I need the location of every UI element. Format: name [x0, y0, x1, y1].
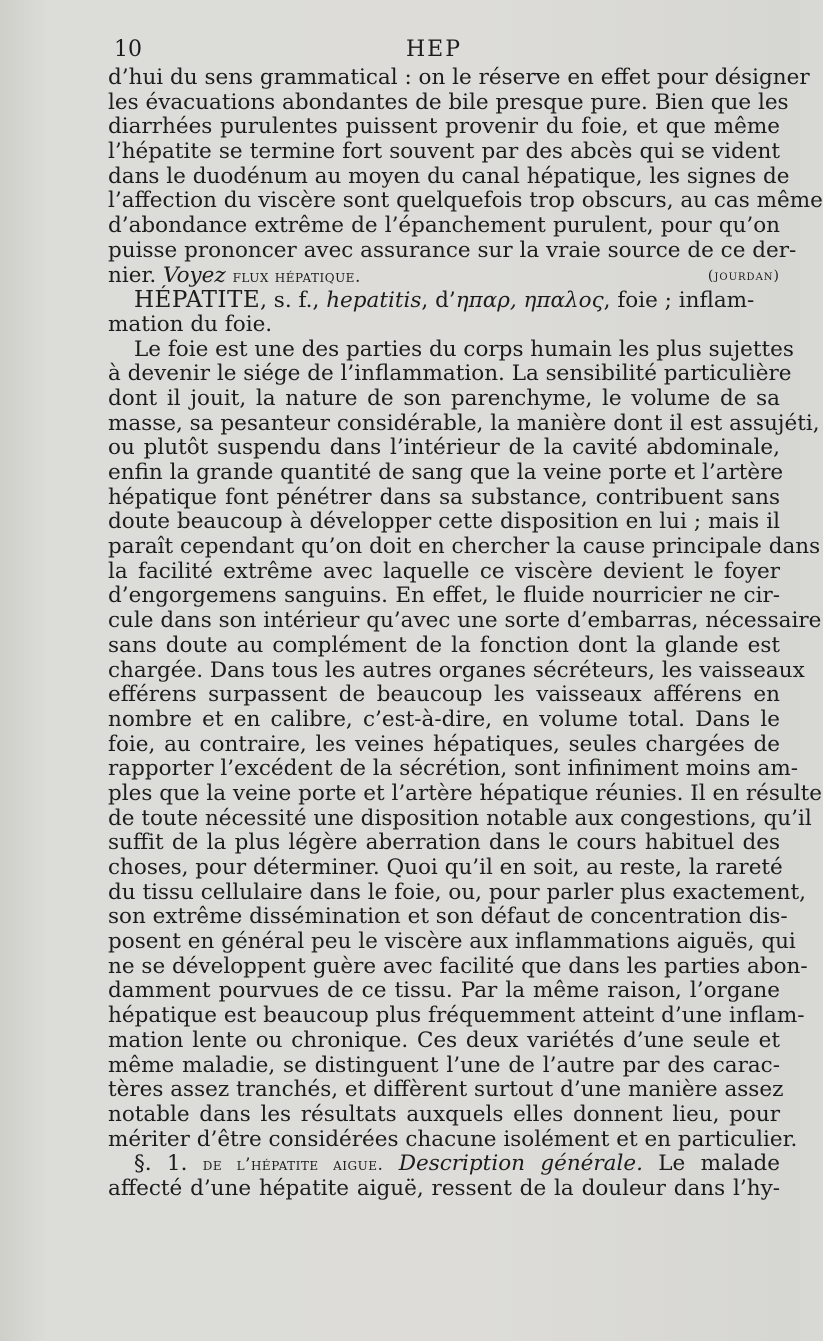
section-marker: §. 1.	[134, 1151, 203, 1177]
entry-etym-post: , foie ; inflam-	[603, 288, 755, 314]
text-line: mériter d’être considérées chacune isolément et en particulier.	[108, 1126, 798, 1152]
entry-headword: HÉPATITE	[134, 287, 261, 314]
text-line: cule dans son intérieur qu’avec une sorte d’embarras, nécessaire	[108, 608, 822, 634]
entry-latin: hepatitis	[326, 288, 422, 314]
text-line: ne se développent guère avec facilité que dans les parties abon-	[108, 953, 808, 979]
text-line: les évacuations abondantes de bile presque pure. Bien que les	[108, 89, 789, 115]
text-line: ou plutôt suspendu dans l’intérieur de la cavité abdominale,	[108, 435, 780, 461]
text-line: hépatique font pénétrer dans sa substance, contribuent sans	[108, 484, 780, 510]
text-line: mation du foie.	[108, 311, 273, 337]
text-line: foie, au contraire, les veines hépatiques, seules chargées de	[108, 731, 780, 757]
text-line: masse, sa pesanteur considérable, la manière dont il est assujéti,	[108, 410, 820, 436]
text-line: Le foie est une des parties du corps humain les plus sujettes	[134, 336, 794, 362]
voyez-label: Voyez	[163, 262, 226, 288]
text-line: dont il jouit, la nature de son parenchyme, le volume de sa	[108, 385, 780, 411]
text-line: la facilité extrême avec laquelle ce viscère devient le foyer	[108, 558, 780, 584]
dictionary-entry	[108, 288, 780, 337]
running-head	[108, 34, 780, 66]
section-text-tail: Le malade	[642, 1151, 781, 1177]
text-line: affecté d’une hépatite aiguë, ressent de la douleur dans l’hy-	[108, 1175, 780, 1201]
text-line: hépatique est beaucoup plus fréquemment atteint d’une inflam-	[108, 1003, 805, 1029]
text-line: puisse prononcer avec assurance sur la vraie source de ce der-	[108, 237, 797, 263]
text-line: son extrême dissémination et son défaut de concentration dis-	[108, 904, 788, 930]
text-line: d’hui du sens grammatical : on le réserve en effet pour désigner	[108, 65, 810, 90]
author-signature: (jourdan)	[707, 267, 780, 284]
section-subheading: Description générale.	[398, 1151, 643, 1177]
text-line: posent en général peu le viscère aux inflammations aiguës, qui	[108, 929, 796, 955]
text-line: dans le duodénum au moyen du canal hépatique, les signes de	[108, 163, 790, 189]
entry-greek: ηπαρ, ηπαλος	[455, 288, 604, 314]
text-line: choses, pour déterminer. Quoi qu’il en soit, au reste, la rareté	[108, 855, 783, 880]
text-line: enfin la grande quantité de sang que la veine porte et l’artère	[108, 460, 784, 485]
text-line: ples que la veine porte et l’artère hépatique réunies. Il en résulte	[108, 780, 823, 806]
running-title: HEP	[405, 37, 463, 62]
text-line: chargée. Dans tous les autres organes sécréteurs, les vaisseaux	[108, 657, 805, 683]
text-line: d’abondance extrême de l’épanchement purulent, pour qu’on	[108, 213, 780, 239]
body-text	[108, 65, 823, 1202]
text-line: de toute nécessité une disposition notable aux congestions, qu’il	[108, 805, 812, 831]
text-line: mation lente ou chronique. Ces deux variétés d’une seule et	[108, 1027, 780, 1053]
section	[108, 1152, 780, 1201]
text-line: suffit de la plus légère aberration dans le cours habituel des	[108, 830, 780, 856]
text-line: tères assez tranchés, et diffèrent surtout d’une manière assez	[108, 1077, 784, 1103]
text-line: paraît cependant qu’on doit en chercher la cause principale dans	[108, 534, 821, 560]
text-line: damment pourvues de ce tissu. Par la même raison, l’organe	[108, 978, 780, 1004]
section-heading: de l’hépatite aigue.	[202, 1155, 384, 1176]
entry-pos: , s. f.,	[260, 288, 327, 314]
page-number: 10	[114, 37, 142, 62]
section-first-line	[108, 1152, 780, 1177]
text-line: même maladie, se distinguent l’une de l’autre par des carac-	[108, 1052, 780, 1078]
text-line: à devenir le siége de l’inflammation. La sensibilité particulière	[108, 361, 792, 387]
text-line: sans doute au complément de la fonction dont la glande est	[108, 632, 780, 658]
paragraph-continued	[108, 65, 823, 288]
text-line: notable dans les résultats auxquels elles donnent lieu, pour	[108, 1101, 780, 1127]
paragraph	[108, 336, 823, 1153]
text-line: d’engorgemens sanguins. En effet, le fluide nourricier ne cir-	[108, 583, 780, 609]
text-line: nombre et en calibre, c’est-à-dire, en volume total. Dans le	[108, 706, 780, 732]
text-line: l’affection du viscère sont quelquefois trop obscurs, au cas même	[108, 188, 823, 214]
text-line: diarrhées purulentes puissent provenir du foie, et que même	[108, 114, 780, 140]
text-line-final	[108, 264, 780, 289]
text-line: doute beaucoup à développer cette disposition en lui ; mais il	[108, 509, 780, 535]
entry-first-line	[108, 288, 780, 313]
text-line: rapporter l’excédent de la sécrétion, sont infiniment moins am-	[108, 756, 798, 782]
entry-etym-pre: , d’	[421, 288, 456, 314]
cross-reference: flux hépatique.	[232, 266, 361, 287]
line-start: nier.	[108, 262, 164, 288]
text-line: l’hépatite se termine fort souvent par des abcès qui se vident	[108, 139, 780, 165]
text-line: du tissu cellulaire dans le foie, ou, pour parler plus exactement,	[108, 879, 806, 905]
text-line: efférens surpassent de beaucoup les vaisseaux afférens en	[108, 682, 780, 708]
